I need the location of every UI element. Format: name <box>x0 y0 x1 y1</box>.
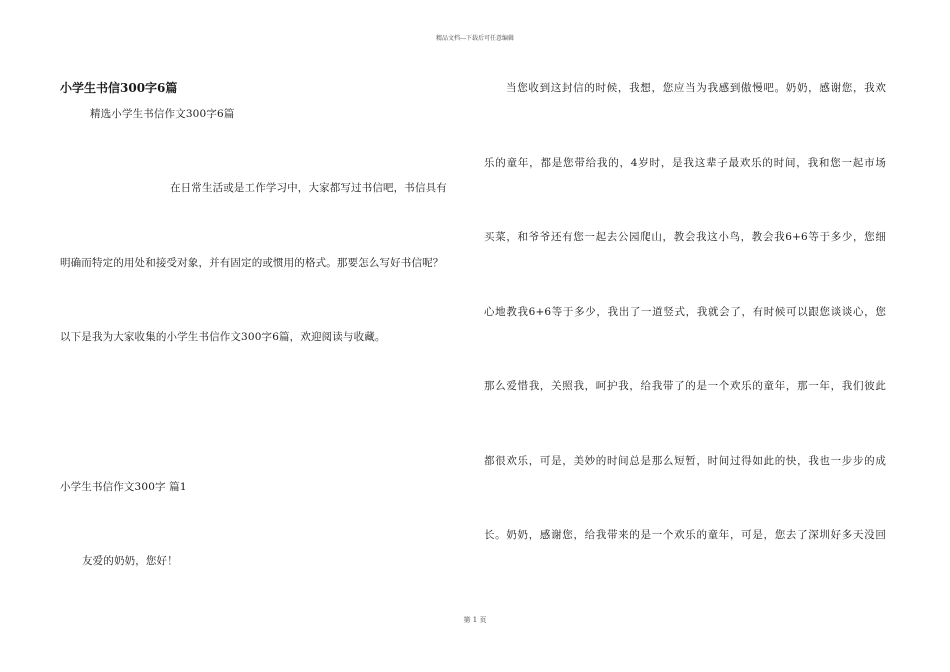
document-subtitle: 精选小学生书信作文300字6篇 <box>90 108 235 120</box>
intro-paragraph-line-2: 明确而特定的用处和接受对象，并有固定的或惯用的格式。那要怎么写好书信呢？ <box>60 257 444 269</box>
document-title: 小学生书信300字6篇 <box>60 81 178 95</box>
letter-body-line-2: 乐的童年，都是您带给我的，4岁时，是我这辈子最欢乐的时间，我和您一起市场 <box>484 157 886 169</box>
letter-body-line-7: 长。奶奶，感谢您，给我带来的是一个欢乐的童年，可是，您去了深圳好多天没回 <box>484 529 886 541</box>
letter-body-line-1: 当您收到这封信的时候，我想，您应当为我感到傲慢吧。奶奶，感谢您，我欢 <box>506 82 886 94</box>
letter-body-line-6: 都很欢乐，可是，美妙的时间总是那么短暂，时间过得如此的快，我也一步步的成 <box>484 455 886 467</box>
page-header: 精品文档---下载后可任意编辑 <box>435 35 515 42</box>
letter-body-line-5: 那么爱惜我，关照我，呵护我，给我带了的是一个欢乐的童年，那一年，我们彼此 <box>484 380 886 392</box>
letter-greeting: 友爱的奶奶，您好！ <box>82 555 178 567</box>
intro-paragraph-line-1: 在日常生活或是工作学习中，大家都写过书信吧，书信具有 <box>170 182 447 194</box>
page-footer: 第 1 页 <box>463 616 487 624</box>
section-heading: 小学生书信作文300字 篇1 <box>60 481 187 493</box>
letter-body-line-4: 心地教我6+6等于多少，我出了一道竖式，我就会了，有时候可以跟您谈谈心，您 <box>484 306 886 318</box>
intro-paragraph-line-3: 以下是我为大家收集的小学生书信作文300字6篇，欢迎阅读与收藏。 <box>60 331 386 343</box>
letter-body-line-3: 买菜，和爷爷还有您一起去公园爬山，教会我这小鸟，教会我6+6等于多少，您细 <box>484 231 886 243</box>
